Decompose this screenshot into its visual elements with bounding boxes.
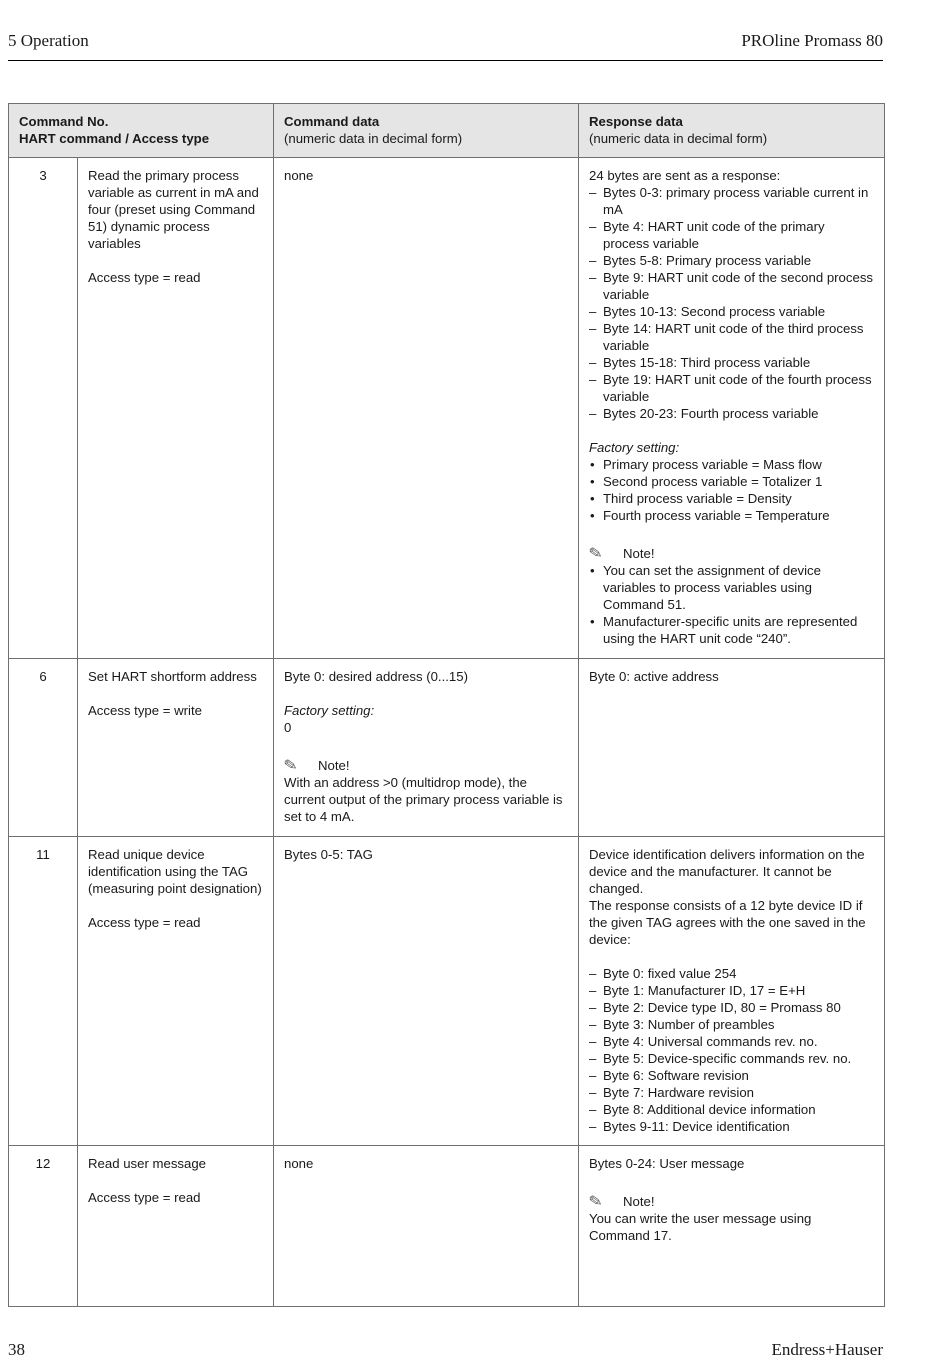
command-description: Read user message — [88, 1156, 207, 1171]
list-item: – Byte 14: HART unit code of the third process variable — [589, 320, 874, 354]
list-item: – Bytes 10-13: Second process variable — [589, 303, 874, 320]
header-hart-command-label: HART command / Access type — [19, 131, 210, 146]
note-label: Note! — [623, 1194, 655, 1209]
table-row — [9, 659, 885, 837]
access-type: Access type = read — [88, 270, 201, 285]
header-command-data — [274, 104, 579, 158]
response-data-cell — [579, 837, 885, 1146]
list-item: • Manufacturer-specific units are represented using the HART unit code “240”. — [589, 613, 874, 647]
list-item: – Byte 4: Universal commands rev. no. — [589, 1033, 874, 1050]
command-description-cell — [78, 158, 274, 659]
list-item: – Byte 6: Software revision — [589, 1067, 874, 1084]
command-number: 3 — [9, 158, 78, 659]
note-heading — [284, 757, 568, 774]
list-item: – Bytes 15-18: Third process variable — [589, 354, 874, 371]
factory-setting-value: 0 — [284, 720, 292, 735]
section-title: 5 Operation — [8, 31, 89, 50]
factory-setting-label: Factory setting: — [284, 703, 375, 718]
product-name: PROline Promass 80 — [741, 31, 883, 50]
header-divider — [8, 60, 883, 61]
command-description-cell — [78, 1146, 274, 1307]
response-data-cell — [579, 1146, 885, 1307]
page-header — [8, 31, 883, 53]
list-item: – Byte 7: Hardware revision — [589, 1084, 874, 1101]
list-item: – Byte 8: Additional device information — [589, 1101, 874, 1118]
access-type: Access type = read — [88, 1190, 201, 1205]
response-intro: 24 bytes are sent as a response: — [589, 168, 781, 183]
command-data: Byte 0: desired address (0...15) — [284, 669, 468, 684]
command-number: 11 — [9, 837, 78, 1146]
response-list — [589, 184, 874, 422]
list-item: • Third process variable = Density — [589, 490, 874, 507]
note-text: With an address >0 (multidrop mode), the current output of the primary process variable is set to 4 mA. — [284, 775, 563, 824]
list-item: – Bytes 9-11: Device identification — [589, 1118, 874, 1135]
command-data: none — [274, 158, 579, 659]
command-number: 12 — [9, 1146, 78, 1307]
table-row — [9, 1146, 885, 1307]
table-row — [9, 158, 885, 659]
list-item: • Second process variable = Totalizer 1 — [589, 473, 874, 490]
list-item: – Byte 9: HART unit code of the second process variable — [589, 269, 874, 303]
response-paragraph: Device identification delivers information on the device and the manufacturer. It cannot be changed. — [589, 847, 865, 896]
command-number: 6 — [9, 659, 78, 837]
list-item: • You can set the assignment of device variables to process variables using Command 51. — [589, 562, 874, 613]
response-paragraph: The response consists of a 12 byte device ID if the given TAG agrees with the one saved in the device: — [589, 898, 866, 947]
response-list — [589, 965, 874, 1135]
access-type: Access type = read — [88, 915, 201, 930]
header-response-data — [579, 104, 885, 158]
hart-command-table — [8, 103, 885, 1307]
command-description: Read the primary process variable as current in mA and four (preset using Command 51) dynamic process variables — [88, 168, 259, 251]
response-data: Byte 0: active address — [579, 659, 885, 837]
header-response-data-label: Response data — [589, 114, 683, 129]
list-item: – Byte 5: Device-specific commands rev. no. — [589, 1050, 874, 1067]
note-label: Note! — [623, 546, 655, 561]
factory-setting-list — [589, 456, 874, 524]
list-item: – Bytes 5-8: Primary process variable — [589, 252, 874, 269]
pencil-note-icon: ✎ — [282, 756, 299, 776]
list-item: – Bytes 0-3: primary process variable current in mA — [589, 184, 874, 218]
command-data: Bytes 0-5: TAG — [274, 837, 579, 1146]
list-item: – Byte 3: Number of preambles — [589, 1016, 874, 1033]
command-description: Set HART shortform address — [88, 669, 257, 684]
list-item: – Byte 1: Manufacturer ID, 17 = E+H — [589, 982, 874, 999]
note-label: Note! — [318, 758, 350, 773]
command-description: Read unique device identification using the TAG (measuring point designation) — [88, 847, 262, 896]
header-command-data-sub: (numeric data in decimal form) — [284, 131, 463, 146]
list-item: – Byte 0: fixed value 254 — [589, 965, 874, 982]
table-row — [9, 837, 885, 1146]
command-description-cell — [78, 659, 274, 837]
page-number: 38 — [8, 1340, 25, 1359]
header-command-data-label: Command data — [284, 114, 380, 129]
list-item: – Bytes 20-23: Fourth process variable — [589, 405, 874, 422]
brand-name: Endress+Hauser — [771, 1340, 883, 1359]
note-heading — [589, 1193, 874, 1210]
note-text: You can write the user message using Command 17. — [589, 1211, 812, 1243]
list-item: – Byte 4: HART unit code of the primary process variable — [589, 218, 874, 252]
command-data: none — [274, 1146, 579, 1307]
response-data: Bytes 0-24: User message — [589, 1156, 745, 1171]
table-header-row — [9, 104, 885, 158]
pencil-note-icon: ✎ — [587, 544, 604, 564]
list-item: • Primary process variable = Mass flow — [589, 456, 874, 473]
factory-setting-label: Factory setting: — [589, 440, 680, 455]
list-item: – Byte 2: Device type ID, 80 = Promass 80 — [589, 999, 874, 1016]
header-response-data-sub: (numeric data in decimal form) — [589, 131, 768, 146]
response-data-cell — [579, 158, 885, 659]
list-item: • Fourth process variable = Temperature — [589, 507, 874, 524]
command-description-cell — [78, 837, 274, 1146]
note-list — [589, 562, 874, 647]
pencil-note-icon: ✎ — [587, 1192, 604, 1212]
header-command-no-label: Command No. — [19, 114, 109, 129]
access-type: Access type = write — [88, 703, 202, 718]
list-item: – Byte 19: HART unit code of the fourth process variable — [589, 371, 874, 405]
header-command-no — [9, 104, 274, 158]
note-heading — [589, 545, 874, 562]
command-data-cell — [274, 659, 579, 837]
